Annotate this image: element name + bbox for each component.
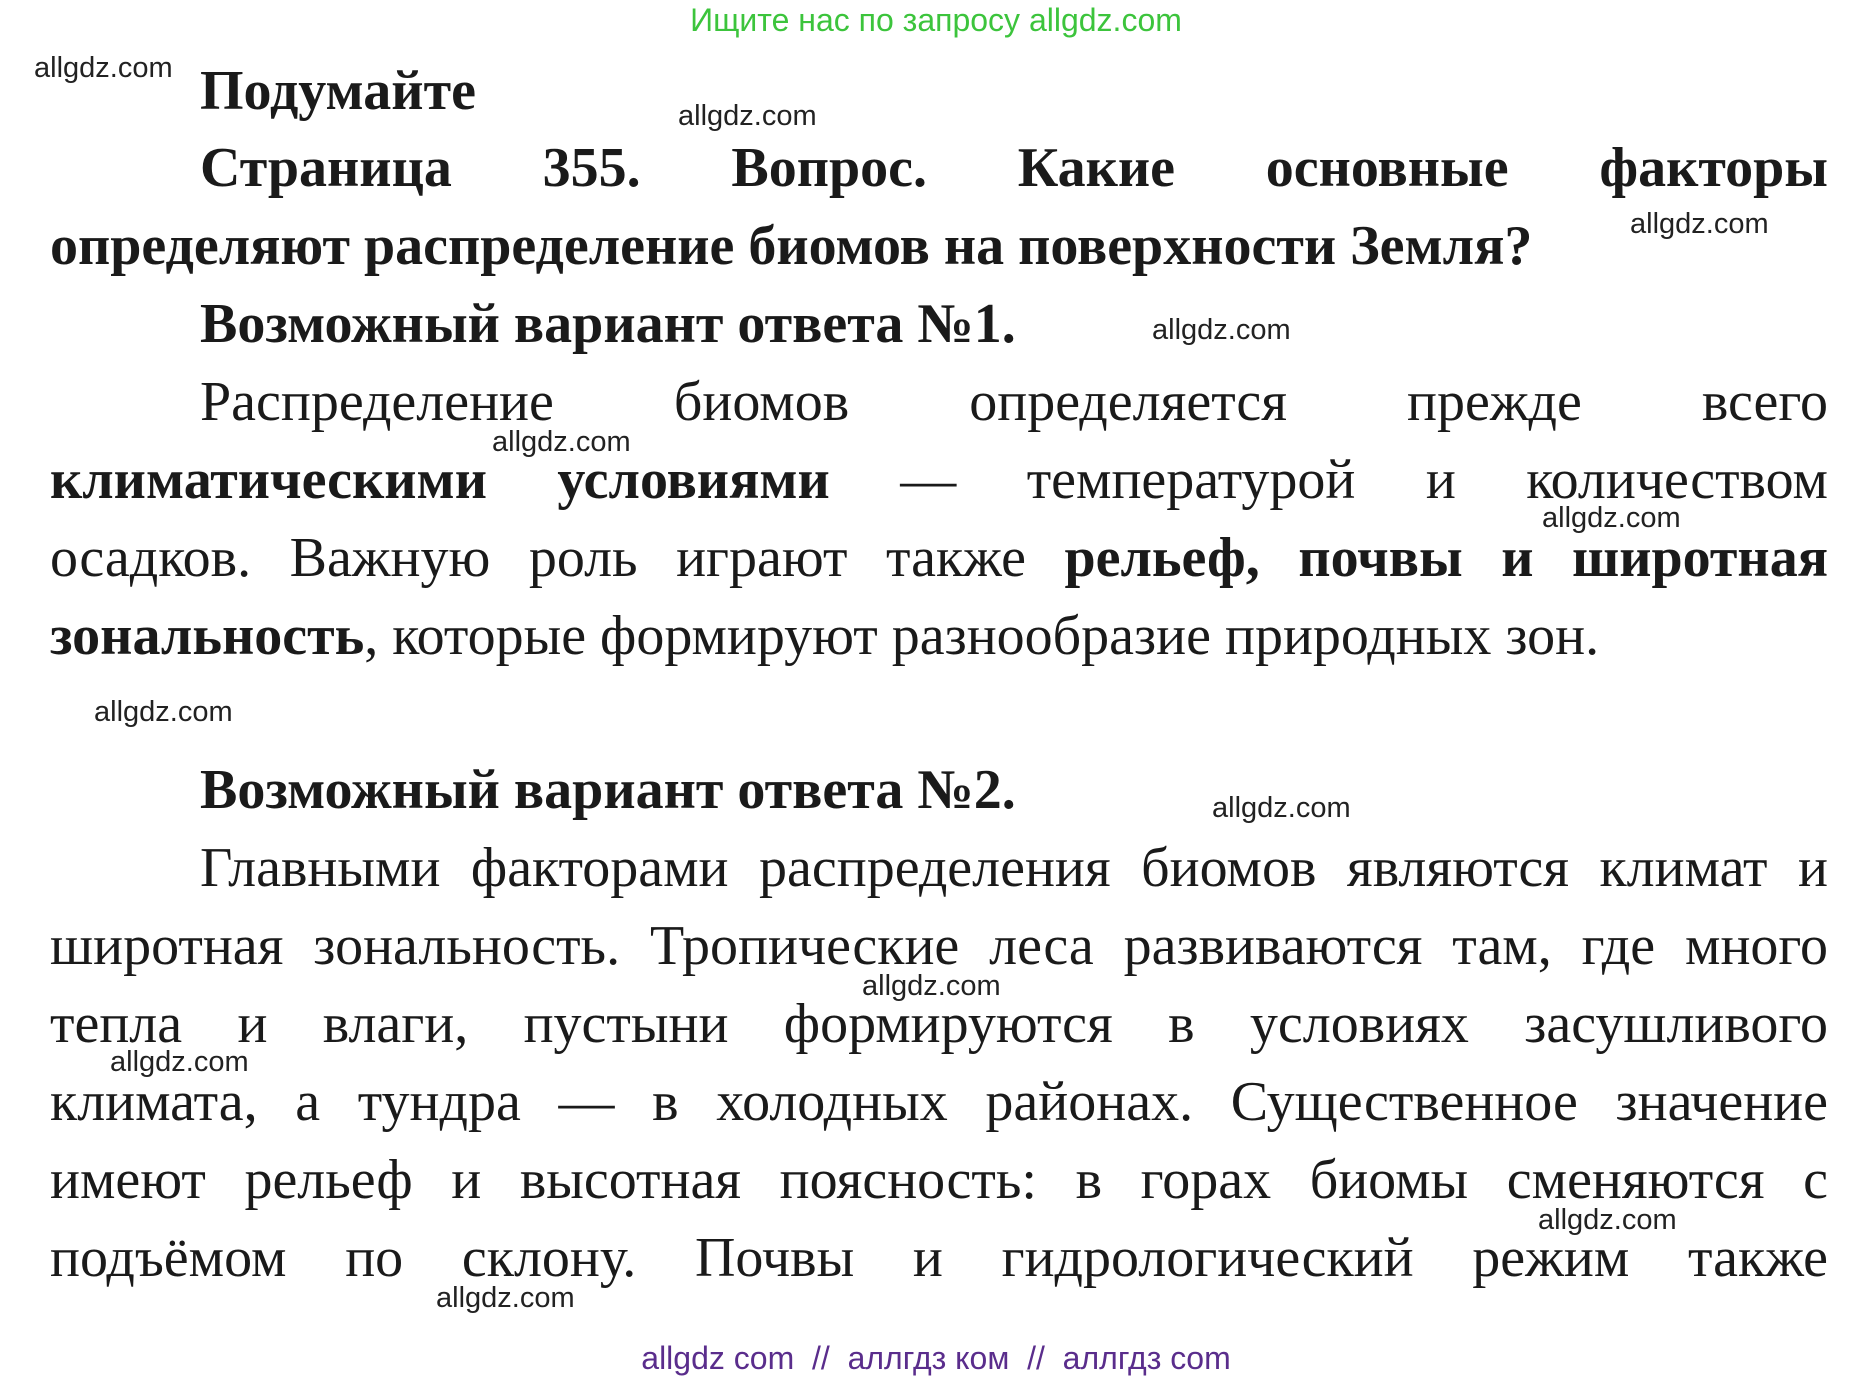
section-heading: Подумайте xyxy=(200,60,476,122)
answer-1-bold-zonality: зональность xyxy=(50,605,365,667)
watermark: allgdz.com xyxy=(1542,502,1681,534)
search-banner: Ищите нас по запросу allgdz.com xyxy=(690,2,1182,38)
watermark: allgdz.com xyxy=(1212,792,1351,824)
answer-1-line-4 xyxy=(50,603,1828,669)
answer-1-bold-factors: рельеф, почвы и широтная xyxy=(1064,527,1828,589)
watermark: allgdz.com xyxy=(492,426,631,458)
answer-2-line-4: климата, а тундра — в холодных районах. Существенное значение xyxy=(50,1071,1828,1133)
footer-watermark: allgdz com // аллгдз ком // аллгдз com xyxy=(641,1340,1231,1376)
answer-1-line-4-text: , которые формируют разнообразие природных зон. xyxy=(364,605,1600,667)
answer-2-line-2: широтная зональность. Тропические леса развиваются там, где много xyxy=(50,915,1828,977)
question-line-2: определяют распределение биомов на поверхности Земля? xyxy=(50,215,1533,277)
watermark: allgdz.com xyxy=(1538,1204,1677,1236)
answer-1-line-1: Распределение биомов определяется прежде всего xyxy=(200,371,1828,433)
watermark: allgdz.com xyxy=(94,696,233,728)
answer-2-line-3: тепла и влаги, пустыни формируются в условиях засушливого xyxy=(50,993,1828,1055)
answer-2-line-1: Главными факторами распределения биомов являются климат и xyxy=(200,837,1828,899)
question-line-1: Страница 355. Вопрос. Какие основные факторы xyxy=(200,137,1828,199)
answer-2-title: Возможный вариант ответа №2. xyxy=(200,759,1016,821)
watermark: allgdz.com xyxy=(110,1046,249,1078)
answer-1-title: Возможный вариант ответа №1. xyxy=(200,293,1016,355)
watermark: allgdz.com xyxy=(862,970,1001,1002)
answer-1-bold-term: климатическими условиями xyxy=(50,449,830,511)
answer-1-line-2-text: — температурой и количеством xyxy=(829,449,1828,511)
watermark: allgdz.com xyxy=(1152,314,1291,346)
watermark: allgdz.com xyxy=(436,1282,575,1314)
watermark: allgdz.com xyxy=(1630,208,1769,240)
watermark: allgdz.com xyxy=(678,100,817,132)
answer-2-line-5: имеют рельеф и высотная поясность: в горах биомы сменяются с xyxy=(50,1149,1828,1211)
answer-1-line-3-text: осадков. Важную роль играют также xyxy=(50,527,1065,589)
watermark: allgdz.com xyxy=(34,52,173,84)
answer-2-line-6: подъёмом по склону. Почвы и гидрологический режим также xyxy=(50,1227,1828,1289)
